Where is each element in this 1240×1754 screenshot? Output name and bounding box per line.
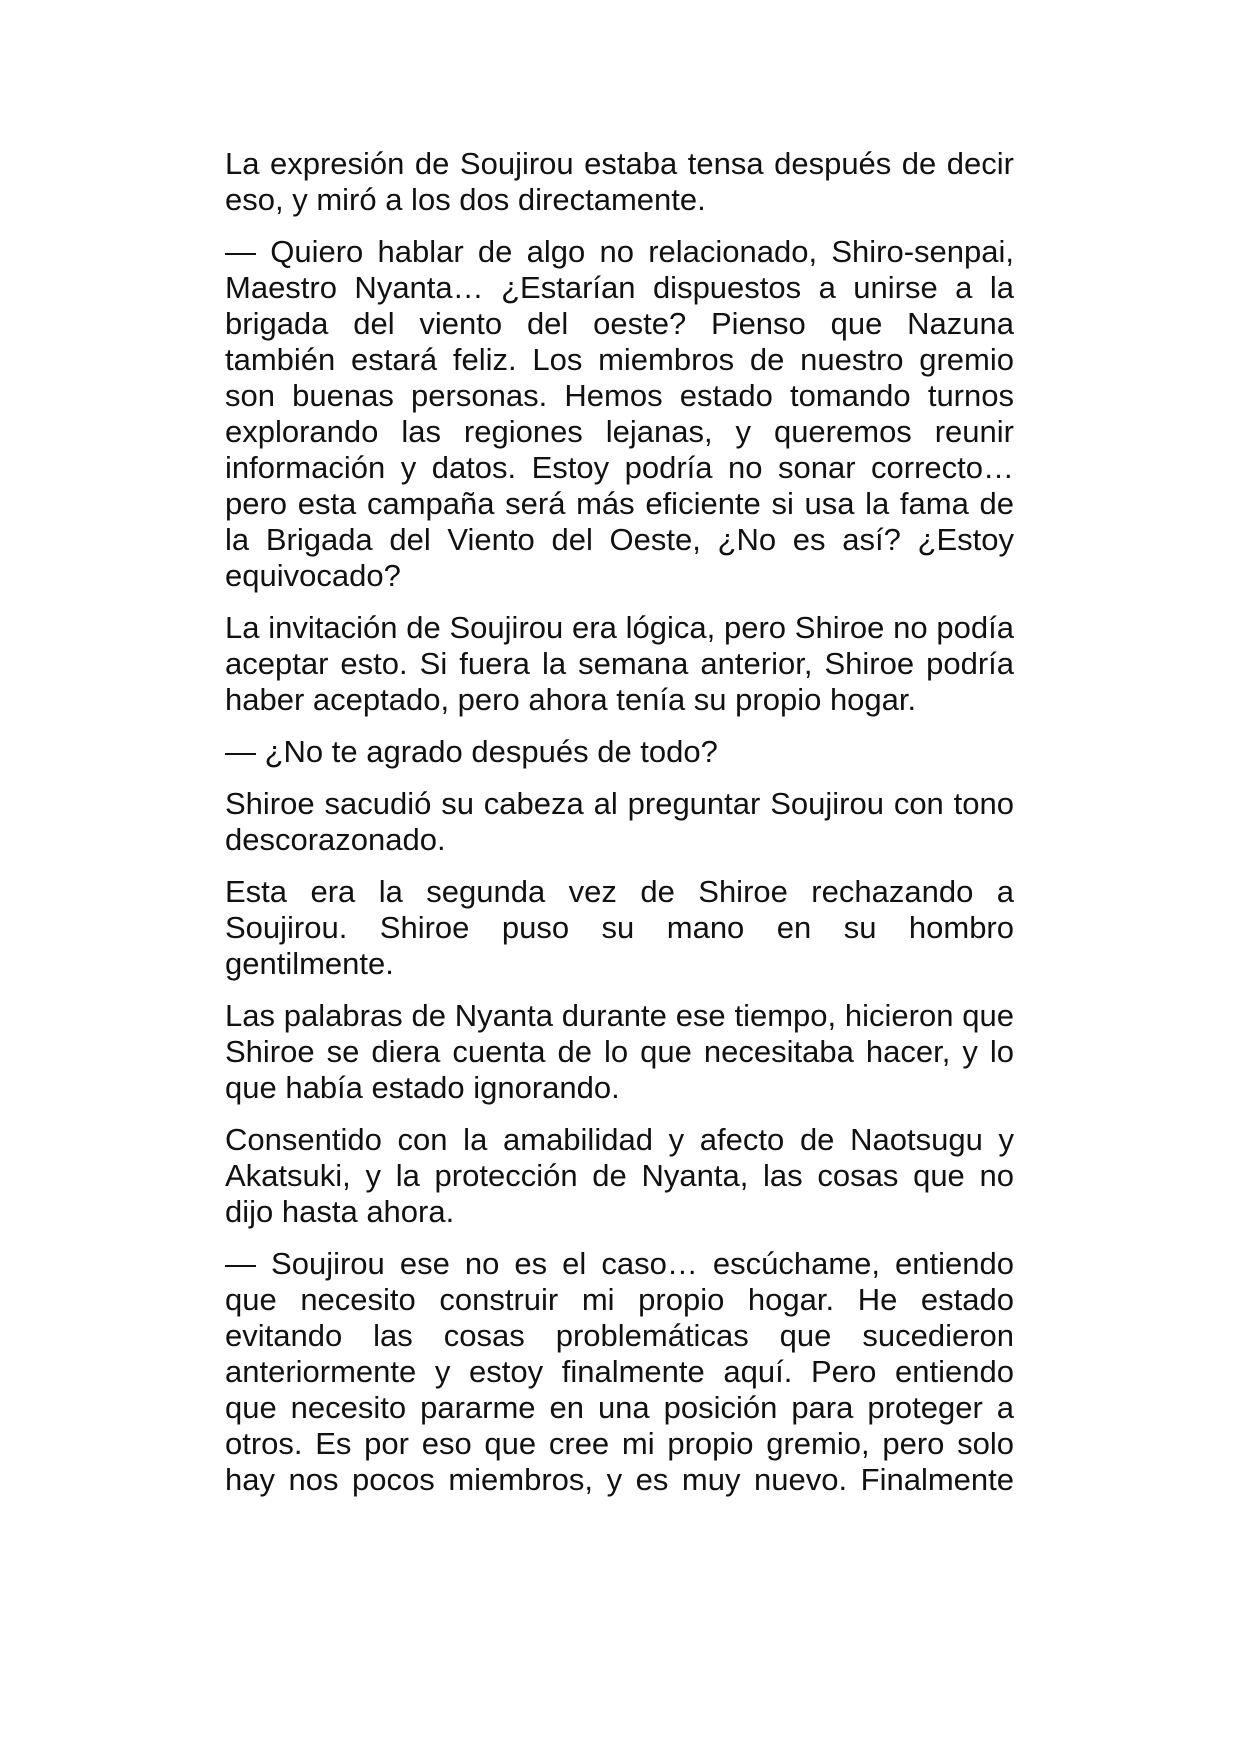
text-body bbox=[225, 146, 1014, 1498]
paragraph: — ¿No te agrado después de todo? bbox=[225, 734, 718, 769]
paragraph: La invitación de Soujirou era lógica, pero Shiroe no podía aceptar esto. Si fuera la semana anterior, Shiroe podría haber aceptado, pero ahora tenía su propio hogar. bbox=[225, 610, 1014, 717]
paragraph: Esta era la segunda vez de Shiroe rechazando a Soujirou. Shiroe puso su mano en su hombro gentilmente. bbox=[225, 874, 1014, 981]
paragraph: — Soujirou ese no es el caso… escúchame, entiendo que necesito construir mi propio hogar. He estado evitando las cosas problemáticas que sucedieron anteriormente y estoy finalmente aquí. Pero entiendo que necesito pararme en una posición para proteger a otros. Es por eso que cree mi propio gremio, pero solo hay nos pocos miembros, y es muy nuevo. Finalmente bbox=[225, 1246, 1014, 1497]
paragraph: La expresión de Soujirou estaba tensa después de decir eso, y miró a los dos directamente. bbox=[225, 146, 1014, 217]
paragraph: Consentido con la amabilidad y afecto de Naotsugu y Akatsuki, y la protección de Nyanta, las cosas que no dijo hasta ahora. bbox=[225, 1122, 1014, 1229]
paragraph: — Quiero hablar de algo no relacionado, Shiro-senpai, Maestro Nyanta… ¿Estarían dispuestos a unirse a la brigada del viento del oeste? Pienso que Nazuna también estará feliz. Los miembros de nuestro gremio son buenas personas. Hemos estado tomando turnos explorando las regiones lejanas, y queremos reunir información y datos. Estoy podría no sonar correcto… pero esta campaña será más eficiente si usa la fama de la Brigada del Viento del Oeste, ¿No es así? ¿Estoy equivocado? bbox=[225, 234, 1014, 593]
paragraph: Shiroe sacudió su cabeza al preguntar Soujirou con tono descorazonado. bbox=[225, 786, 1014, 857]
paragraph: Las palabras de Nyanta durante ese tiempo, hicieron que Shiroe se diera cuenta de lo que necesitaba hacer, y lo que había estado ignorando. bbox=[225, 998, 1014, 1105]
